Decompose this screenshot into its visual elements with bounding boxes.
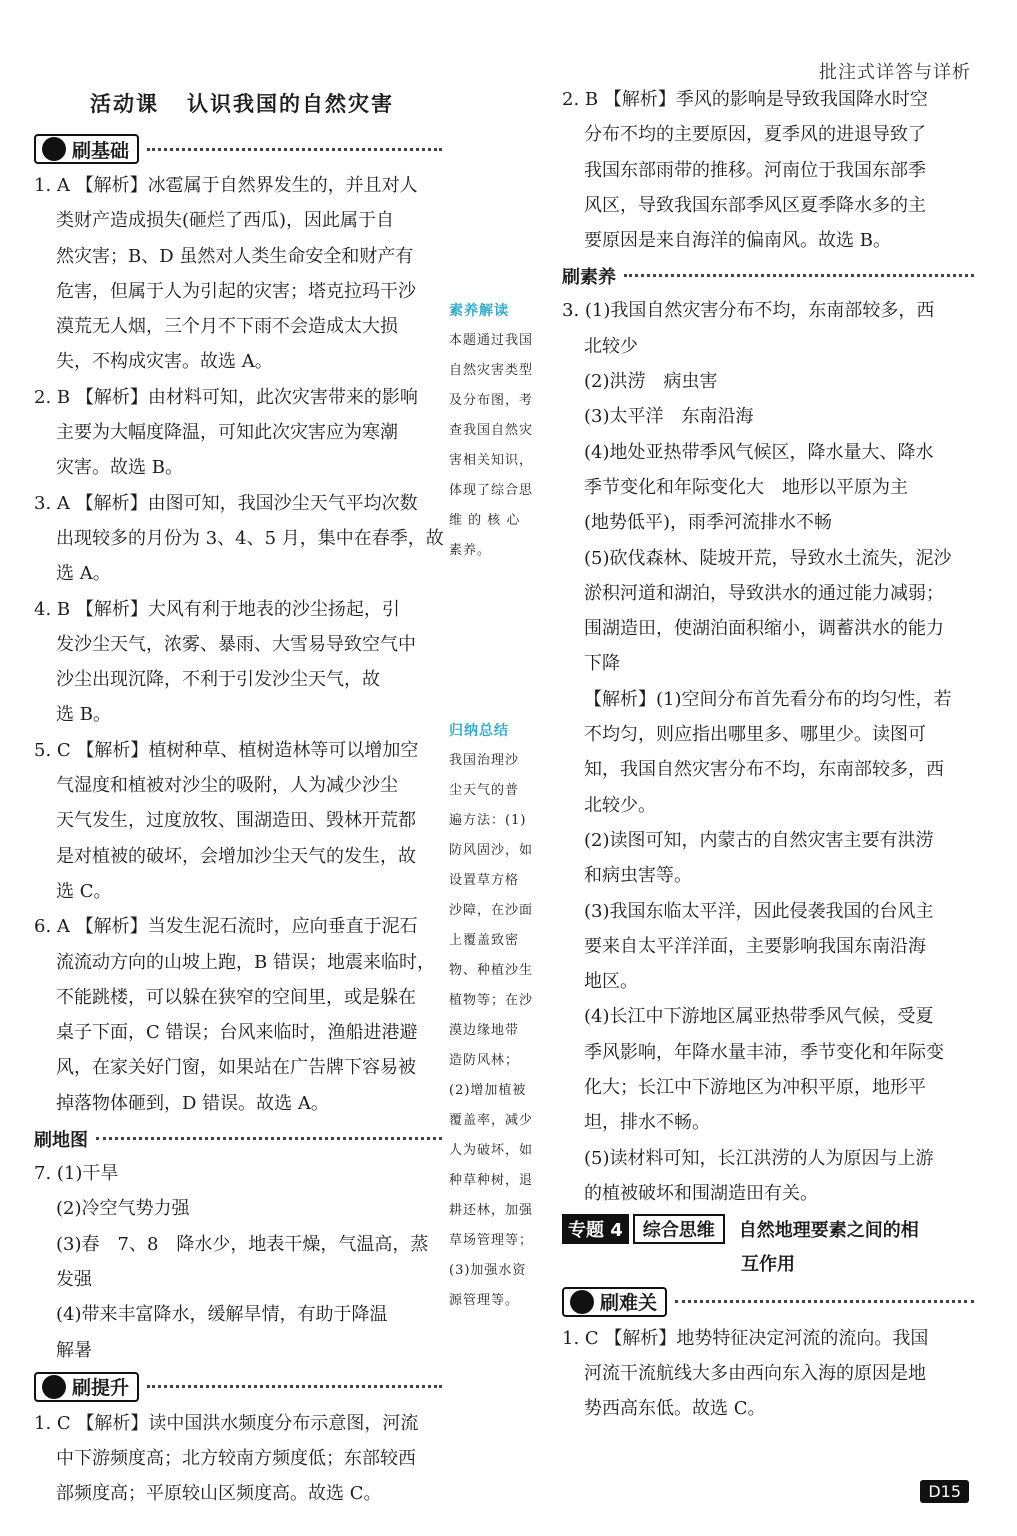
topic-type: 综合思维 <box>633 1214 725 1244</box>
dotted-divider <box>147 1385 442 1388</box>
brush-logo-icon <box>570 1290 594 1314</box>
section-subheader: 刷素养 <box>562 258 974 293</box>
section-badge: 刷难关 <box>562 1287 667 1317</box>
topic-title: 自然地理要素之间的相 <box>738 1220 919 1242</box>
answer-1-hard: 1. C 【解析】地势特征决定河流的流向。我国 河流干流航线大多由西向东入海的原因是地 势西高东低。故选 C。 <box>562 1327 929 1420</box>
answer-2-right: 2. B 【解析】季风的影响是导致我国降水时空 分布不均的主要原因，夏季风的进退导致了 我国东部雨带的推移。河南位于我国东部季 风区，导致我国东部季风区夏季降水多的主 要原因是来自海洋的偏南风。故选 B。 <box>562 89 928 252</box>
topic-number: 专题 4 <box>562 1214 629 1244</box>
answer-4: 4. B 【解析】大风有利于地表的沙尘扬起，引 发沙尘天气，浓雾、暴雨、大雪易导致空气中 沙尘出现沉降，不利于引发沙尘天气，故 选 B。 <box>34 598 416 726</box>
answer-1: 1. A 【解析】冰雹属于自然界发生的，并且对人 类财产造成损失(砸烂了西瓜)，因此属于自 然灾害；B、D 虽然对人类生命安全和财产有 危害，但属于人为引起的灾害；塔克拉玛干沙 漠荒无人烟，三个月不下雨不会造成太大损 失，不构成灾害。故选 A。 <box>34 175 418 373</box>
page-title <box>90 88 394 118</box>
sidebar-note-literacy: 素养解读 本题通过我国 自然灾害类型 及分布图，考 查我国自然灾 害相关知识， 体现了综合思 维 的 核 心 素养。 <box>449 303 534 558</box>
section-subheader: 刷地图 <box>34 1121 442 1156</box>
dotted-divider <box>624 274 974 277</box>
header-tag: 批注式详答与详析 <box>819 62 971 83</box>
brush-logo-icon <box>42 1375 66 1399</box>
section-header <box>34 130 442 168</box>
right-column <box>562 82 974 1426</box>
answer-6: 6. A 【解析】当发生泥石流时，应向垂直于泥石 流流动方向的山坡上跑，B 错误；地震来临时， 不能跳楼，可以躲在狭窄的空间里，或是躲在 桌子下面，C 错误；台风来临时，渔船进港避 风，在家关好门窗，如果站在广告牌下容易被 掉落物体砸到，D 错误。故选 A。 <box>34 916 435 1114</box>
dotted-divider <box>675 1300 974 1303</box>
answer-3: 3. A 【解析】由图可知，我国沙尘天气平均次数 出现较多的月份为 3、4、5 月，集中在春季，故 选 A。 <box>34 492 444 585</box>
topic-title-cont: 互作用 <box>741 1254 795 1276</box>
left-column <box>34 130 442 1512</box>
topic-header <box>562 1211 974 1247</box>
brush-logo-icon <box>42 137 66 161</box>
answer-3-right: 3. (1)我国自然灾害分布不均，东南部较多，西 北较少 (2)洪涝 病虫害 (3)太平洋 东南沿海 (4)地处亚热带季风气候区，降水量大、降水 季节变化和年际变化大 地形以平原为主 (地势低平)，雨季河流排水不畅 (5)砍伐森林、陡坡开荒，导致水土流失，泥沙 淤积河道和湖泊，导致洪水的通过能力减弱； 围湖造田，使湖泊面积缩小，调蓄洪水的能力 下降 <box>562 300 952 675</box>
answer-2: 2. B 【解析】由材料可知，此次灾害带来的影响 主要为大幅度降温，可知此次灾害应为寒潮 灾害。故选 B。 <box>34 386 418 479</box>
section-badge: 刷提升 <box>34 1372 139 1402</box>
answer-1-advanced: 1. C 【解析】读中国洪水频度分布示意图，河流 中下游频度高；北方较南方频度低；东部较西 部频度高；平原较山区频度高。故选 C。 <box>34 1412 419 1505</box>
sidebar-note-summary: 归纳总结 我国治理沙 尘天气的普 遍方法：(1) 防风固沙，如 设置草方格 沙障，在沙面 上覆盖致密 物、种植沙生 植物等；在沙 漠边缘地带 造防风林； (2)增加植被 覆盖率，减少 人为破坏，如 种草种树，退 耕还林，加强 草场管理等； (3)加强水资 源管理等。 <box>449 723 534 1308</box>
section-header <box>34 1368 442 1406</box>
page-number: D15 <box>920 1480 969 1503</box>
answer-5: 5. C 【解析】植树种草、植树造林等可以增加空 气湿度和植被对沙尘的吸附，人为减少沙尘 天气发生，过度放牧、围湖造田、毁林开荒都 是对植被的破坏，会增加沙尘天气的发生，故 选 C。 <box>34 739 419 902</box>
dotted-divider <box>147 148 442 151</box>
analysis: 【解析】(1)空间分布首先看分布的均匀性，若 不均匀，则应指出哪里多、哪里少。读图可 知，我国自然灾害分布不均，东南部较多，西 北较少。 (2)读图可知，内蒙古的自然灾害主要有洪涝 和病虫害等。 (3)我国东临太平洋，因此侵袭我国的台风主 要来自太平洋洋面，主要影响我国东南沿海 地区。 (4)长江中下游地区属亚热带季风气候，受夏 季风影响，年降水量丰沛，季节变化和年际变 化大；长江中下游地区为冲积平原，地形平 坦，排水不畅。 (5)读材料可知，长江洪涝的人为原因与上游 的植被破坏和围湖造田有关。 <box>584 688 952 1204</box>
title-part1: 活动课 <box>90 92 159 116</box>
title-part2: 认识我国的自然灾害 <box>187 92 394 116</box>
section-badge: 刷基础 <box>34 134 139 164</box>
dotted-divider <box>96 1137 442 1140</box>
answer-7: 7. (1)干旱 (2)冷空气势力强 (3)春 7、8 降水少，地表干燥，气温高，蒸 发强 (4)带来丰富降水，缓解旱情，有助于降温 解暑 <box>34 1163 429 1361</box>
section-header <box>562 1283 974 1321</box>
